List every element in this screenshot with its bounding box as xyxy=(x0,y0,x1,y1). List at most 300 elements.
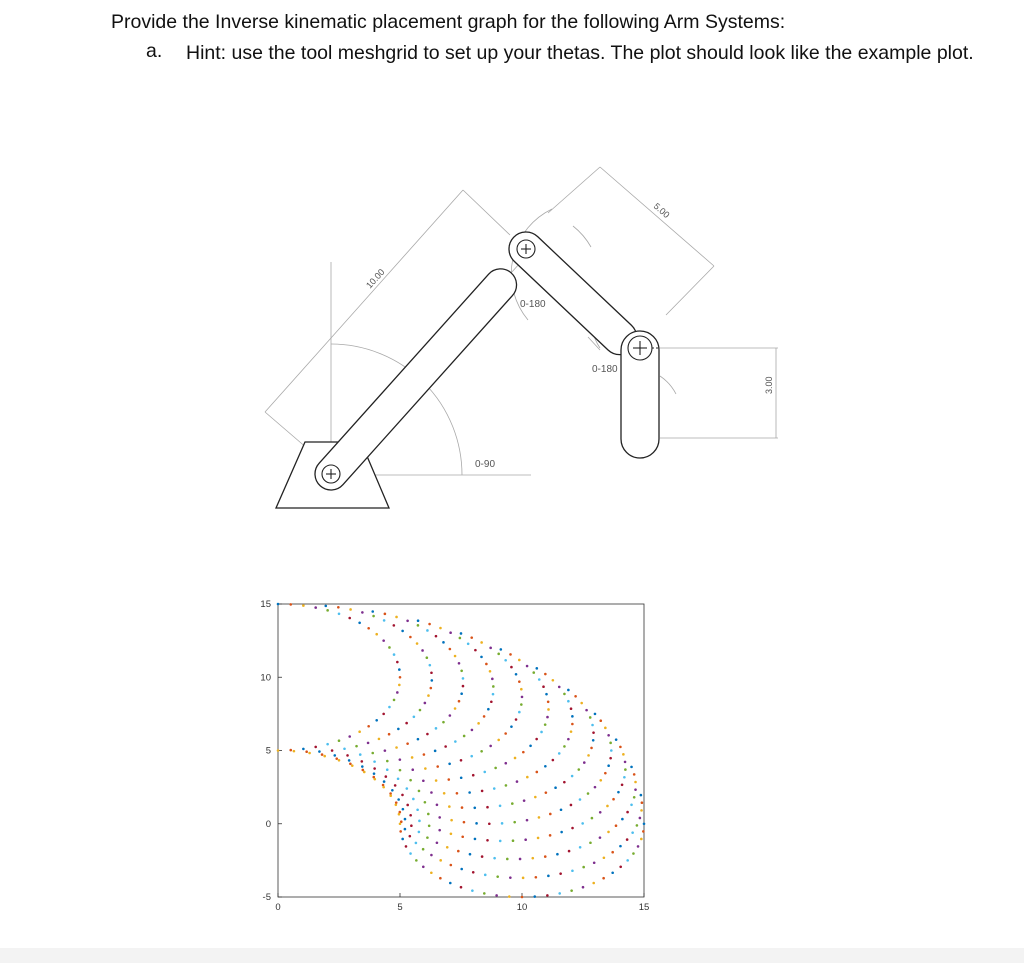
scatter-point xyxy=(426,836,429,839)
link1-extension-b xyxy=(463,190,510,235)
scatter-point xyxy=(406,742,409,745)
scatter-point xyxy=(583,761,586,764)
scatter-point xyxy=(394,784,397,787)
link1-length-label: 10.00 xyxy=(364,266,387,291)
scatter-point xyxy=(397,728,400,731)
scatter-point xyxy=(626,811,629,814)
scatter-point xyxy=(544,723,547,726)
scatter-point xyxy=(521,696,524,699)
scatter-point xyxy=(388,706,391,709)
scatter-point xyxy=(404,828,407,831)
scatter-point xyxy=(333,754,336,757)
scatter-point xyxy=(450,819,453,822)
scatter-point xyxy=(499,804,502,807)
scatter-point xyxy=(640,794,643,797)
scatter-point xyxy=(348,759,351,762)
scatter-point xyxy=(558,752,561,755)
scatter-point xyxy=(475,822,478,825)
scatter-point xyxy=(393,699,396,702)
scatter-point xyxy=(338,613,341,616)
scatter-point xyxy=(509,876,512,879)
scatter-point xyxy=(398,668,401,671)
scatter-point xyxy=(630,766,633,769)
scatter-point xyxy=(426,733,429,736)
scatter-point xyxy=(326,609,329,612)
arm-diagram xyxy=(265,167,778,508)
scatter-point xyxy=(547,875,550,878)
scatter-point xyxy=(609,742,612,745)
scatter-point xyxy=(474,649,477,652)
scatter-point xyxy=(504,762,507,765)
list-item-marker: a. xyxy=(146,40,163,62)
scatter-point xyxy=(431,679,434,682)
scatter-point xyxy=(430,854,433,857)
scatter-point xyxy=(510,725,513,728)
scatter-point xyxy=(436,765,439,768)
scatter-point xyxy=(640,838,643,841)
scatter-point xyxy=(587,792,590,795)
scatter-point xyxy=(411,756,414,759)
scatter-point xyxy=(492,685,495,688)
scatter-point xyxy=(443,792,446,795)
scatter-point xyxy=(599,779,602,782)
scatter-point xyxy=(486,806,489,809)
scatter-point xyxy=(367,627,370,630)
scatter-point xyxy=(318,750,321,753)
scatter-point xyxy=(396,661,399,664)
scatter-point xyxy=(582,866,585,869)
scatter-point xyxy=(363,771,366,774)
scatter-point xyxy=(489,745,492,748)
scatter-point xyxy=(289,749,292,752)
scatter-point xyxy=(547,700,550,703)
scatter-point xyxy=(523,799,526,802)
scatter-point xyxy=(416,642,419,645)
scatter-point xyxy=(485,663,488,666)
scatter-point xyxy=(409,779,412,782)
scatter-point xyxy=(622,753,625,756)
scatter-point xyxy=(599,811,602,814)
scatter-point xyxy=(510,666,513,669)
scatter-point xyxy=(570,804,573,807)
scatter-point xyxy=(404,818,407,821)
scatter-point xyxy=(610,749,613,752)
scatter-point xyxy=(371,610,374,613)
scatter-point xyxy=(460,886,463,889)
scatter-point xyxy=(592,739,595,742)
scatter-point xyxy=(448,805,451,808)
scatter-point xyxy=(592,731,595,734)
scatter-point xyxy=(533,895,536,898)
scatter-point xyxy=(483,715,486,718)
scatter-point xyxy=(406,620,409,623)
scatter-point xyxy=(633,796,636,799)
scatter-point xyxy=(302,604,305,607)
scatter-point xyxy=(549,834,552,837)
scatter-point xyxy=(538,816,541,819)
scatter-point xyxy=(384,613,387,616)
scatter-point xyxy=(589,841,592,844)
scatter-point xyxy=(375,719,378,722)
scatter-point xyxy=(395,746,398,749)
scatter-point xyxy=(388,733,391,736)
scatter-point xyxy=(395,803,398,806)
scatter-point xyxy=(331,749,334,752)
scatter-point xyxy=(567,700,570,703)
scatter-point xyxy=(351,764,354,767)
scatter-point xyxy=(619,866,622,869)
scatter-point xyxy=(491,678,494,681)
scatter-point xyxy=(373,760,376,763)
scatter-point xyxy=(570,889,573,892)
scatter-point xyxy=(495,894,498,897)
scatter-point xyxy=(398,684,401,687)
scatter-point xyxy=(438,829,441,832)
scatter-point xyxy=(422,866,425,869)
scatter-point xyxy=(409,636,412,639)
scatter-point xyxy=(591,817,594,820)
scatter-point xyxy=(589,716,592,719)
scatter-point xyxy=(571,775,574,778)
scatter-point xyxy=(536,667,539,670)
example-scatter-plot xyxy=(260,599,649,913)
scatter-point xyxy=(617,791,620,794)
scatter-point xyxy=(480,750,483,753)
scatter-point xyxy=(412,798,415,801)
scatter-point xyxy=(579,846,582,849)
link3-length-label: 3.00 xyxy=(764,376,774,394)
scatter-point xyxy=(471,889,474,892)
x-tick-label: 15 xyxy=(638,902,650,913)
scatter-point xyxy=(585,709,588,712)
scatter-point xyxy=(389,794,392,797)
scatter-point xyxy=(591,724,594,727)
scatter-point xyxy=(577,768,580,771)
scatter-point xyxy=(540,731,543,734)
scatter-point xyxy=(384,749,387,752)
scatter-point xyxy=(590,747,593,750)
scatter-point xyxy=(422,779,425,782)
scatter-point xyxy=(604,772,607,775)
scatter-point xyxy=(544,765,547,768)
scatter-point xyxy=(367,742,370,745)
scatter-point xyxy=(513,821,516,824)
scatter-point xyxy=(397,798,400,801)
scatter-point xyxy=(293,750,296,753)
scatter-point xyxy=(516,780,519,783)
scatter-point xyxy=(542,685,545,688)
scatter-point xyxy=(520,688,523,691)
scatter-point xyxy=(552,679,555,682)
scatter-point xyxy=(471,729,474,732)
scatter-point xyxy=(518,659,521,662)
scatter-point xyxy=(450,864,453,867)
scatter-point xyxy=(450,833,453,836)
scatter-point xyxy=(456,792,459,795)
scatter-point xyxy=(314,746,317,749)
scatter-point xyxy=(430,687,433,690)
scatter-point xyxy=(534,796,537,799)
scatter-point xyxy=(305,750,308,753)
scatter-point xyxy=(324,605,327,608)
scatter-point xyxy=(373,772,376,775)
scatter-point xyxy=(346,754,349,757)
scatter-point xyxy=(582,886,585,889)
scatter-point xyxy=(349,762,352,765)
scatter-point xyxy=(424,702,427,705)
scatter-point xyxy=(532,671,535,674)
scatter-point xyxy=(504,732,507,735)
scatter-point xyxy=(335,757,338,760)
scatter-point xyxy=(409,835,412,838)
joint3-range-label: 0-180 xyxy=(592,364,618,375)
scatter-point xyxy=(435,727,438,730)
scatter-point xyxy=(397,777,400,780)
scatter-point xyxy=(554,786,557,789)
scatter-point xyxy=(637,845,640,848)
scatter-point xyxy=(442,641,445,644)
scatter-point xyxy=(405,722,408,725)
scatter-point xyxy=(467,643,470,646)
scatter-point xyxy=(458,700,461,703)
scatter-point xyxy=(602,877,605,880)
scatter-point xyxy=(504,659,507,662)
scatter-point xyxy=(359,753,362,756)
scatter-point xyxy=(460,776,463,779)
scatter-point xyxy=(447,778,450,781)
scatter-point xyxy=(439,627,442,630)
scatter-point xyxy=(612,798,615,801)
scatter-point xyxy=(520,703,523,706)
scatter-point xyxy=(401,794,404,797)
scatter-point xyxy=(607,764,610,767)
scatter-point xyxy=(531,857,534,860)
scatter-point xyxy=(547,708,550,711)
scatter-point xyxy=(594,713,597,716)
scatter-point xyxy=(411,768,414,771)
scatter-point xyxy=(615,738,618,741)
scatter-point xyxy=(454,655,457,658)
scatter-point xyxy=(457,850,460,853)
scatter-point xyxy=(415,842,418,845)
scatter-point xyxy=(393,624,396,627)
scatter-point xyxy=(372,615,375,618)
scatter-point xyxy=(462,685,465,688)
scatter-point xyxy=(493,787,496,790)
joint2-range-label: 0-180 xyxy=(520,299,546,310)
scatter-point xyxy=(634,781,637,784)
scatter-point xyxy=(549,813,552,816)
scatter-point xyxy=(449,714,452,717)
scatter-point xyxy=(386,768,389,771)
scatter-point xyxy=(545,791,548,794)
scatter-point xyxy=(462,677,465,680)
scatter-point xyxy=(417,738,420,741)
scatter-point xyxy=(449,882,452,885)
scatter-point xyxy=(632,852,635,855)
scatter-point xyxy=(639,817,642,820)
scatter-point xyxy=(417,619,420,622)
scatter-point xyxy=(546,894,549,897)
scatter-point xyxy=(406,787,409,790)
scatter-point xyxy=(483,892,486,895)
scatter-point xyxy=(454,740,457,743)
scatter-point xyxy=(535,876,538,879)
scatter-point xyxy=(545,693,548,696)
scatter-point xyxy=(509,653,512,656)
page-bottom-strip xyxy=(0,948,1024,963)
scatter-point xyxy=(581,822,584,825)
scatter-point xyxy=(524,838,527,841)
scatter-point xyxy=(486,839,489,842)
scatter-point xyxy=(484,874,487,877)
scatter-point xyxy=(511,802,514,805)
hint-text: Hint: use the tool meshgrid to set up your thetas. The plot should look like the example plot. xyxy=(186,42,974,64)
scatter-point xyxy=(570,707,573,710)
scatter-point xyxy=(599,836,602,839)
joint2-pin xyxy=(517,240,535,258)
scatter-point xyxy=(343,747,346,750)
scatter-point xyxy=(603,856,606,859)
scatter-point xyxy=(474,838,477,841)
scatter-point xyxy=(634,788,637,791)
scatter-point xyxy=(571,869,574,872)
scatter-point xyxy=(558,686,561,689)
scatter-point xyxy=(402,808,405,811)
scatter-point xyxy=(417,624,420,627)
scatter-point xyxy=(624,761,627,764)
joint1-pin xyxy=(322,465,340,483)
scatter-point xyxy=(512,839,515,842)
scatter-point xyxy=(490,700,493,703)
scatter-point xyxy=(496,875,499,878)
scatter-point xyxy=(337,606,340,609)
scatter-point xyxy=(439,877,442,880)
scatter-point xyxy=(399,830,402,833)
scatter-point xyxy=(546,716,549,719)
scatter-point xyxy=(426,629,429,632)
scatter-point xyxy=(481,790,484,793)
scatter-point xyxy=(529,745,532,748)
scatter-point xyxy=(594,786,597,789)
scatter-point xyxy=(399,822,402,825)
scatter-point xyxy=(401,838,404,841)
scatter-point xyxy=(424,801,427,804)
scatter-point xyxy=(460,692,463,695)
scatter-point xyxy=(427,813,430,816)
scatter-point xyxy=(556,853,559,856)
scatter-point xyxy=(399,676,402,679)
scatter-point xyxy=(611,851,614,854)
scatter-point xyxy=(361,611,364,614)
scatter-point xyxy=(526,776,529,779)
scatter-point xyxy=(560,831,563,834)
scatter-point xyxy=(461,806,464,809)
scatter-point xyxy=(544,673,547,676)
scatter-point xyxy=(323,755,326,758)
scatter-point xyxy=(624,768,627,771)
scatter-point xyxy=(489,670,492,673)
scatter-point xyxy=(631,831,634,834)
y-tick-label: 0 xyxy=(265,818,271,830)
scatter-point xyxy=(371,752,374,755)
scatter-point xyxy=(563,781,566,784)
scatter-point xyxy=(429,664,432,667)
scatter-point xyxy=(593,861,596,864)
scatter-point xyxy=(398,813,401,816)
y-tick-label: 5 xyxy=(265,745,271,757)
scatter-point xyxy=(326,743,329,746)
link1-extension-a xyxy=(265,412,308,449)
scatter-point xyxy=(418,790,421,793)
scatter-point xyxy=(640,809,643,812)
scatter-point xyxy=(399,769,402,772)
link2-extension-b xyxy=(666,266,714,315)
scatter-point xyxy=(393,653,396,656)
link2-dimension-line xyxy=(600,167,714,266)
scatter-point xyxy=(571,715,574,718)
link2-extension-a xyxy=(548,167,600,213)
scatter-point xyxy=(435,779,438,782)
scatter-point xyxy=(449,648,452,651)
scatter-point xyxy=(444,745,447,748)
scatter-point xyxy=(419,709,422,712)
scatter-point xyxy=(626,859,629,862)
scatter-point xyxy=(338,739,341,742)
scatter-point xyxy=(623,776,626,779)
scatter-point xyxy=(630,803,633,806)
scatter-point xyxy=(567,738,570,741)
scatter-point xyxy=(508,895,511,898)
scatter-point xyxy=(434,750,437,753)
scatter-point xyxy=(391,789,394,792)
scatter-point xyxy=(636,824,639,827)
scatter-point xyxy=(518,711,521,714)
scatter-point xyxy=(461,835,464,838)
scatter-point xyxy=(426,656,429,659)
scatter-point xyxy=(416,808,419,811)
scatter-point xyxy=(454,707,457,710)
scatter-point xyxy=(568,850,571,853)
scatter-point xyxy=(321,753,324,756)
scatter-point xyxy=(314,606,317,609)
scatter-point xyxy=(460,868,463,871)
scatter-point xyxy=(458,662,461,665)
scatter-point xyxy=(442,721,445,724)
scatter-point xyxy=(409,852,412,855)
scatter-point xyxy=(607,831,610,834)
scatter-point xyxy=(448,762,451,765)
scatter-point xyxy=(302,748,305,751)
joint1-range-label: 0-90 xyxy=(475,459,496,470)
scatter-point xyxy=(382,713,385,716)
scatter-point xyxy=(559,872,562,875)
scatter-point xyxy=(477,722,480,725)
scatter-point xyxy=(430,871,433,874)
scatter-point xyxy=(519,858,522,861)
scatter-point xyxy=(544,855,547,858)
scatter-point xyxy=(421,649,424,652)
question-heading: Provide the Inverse kinematic placement graph for the following Arm Systems: xyxy=(111,11,786,33)
scatter-point xyxy=(401,630,404,633)
scatter-point xyxy=(424,767,427,770)
scatter-point xyxy=(641,801,644,804)
scatter-point xyxy=(428,825,431,828)
scatter-point xyxy=(552,759,555,762)
dimension-lines xyxy=(265,167,778,475)
scatter-point xyxy=(480,656,483,659)
scatter-point xyxy=(570,730,573,733)
